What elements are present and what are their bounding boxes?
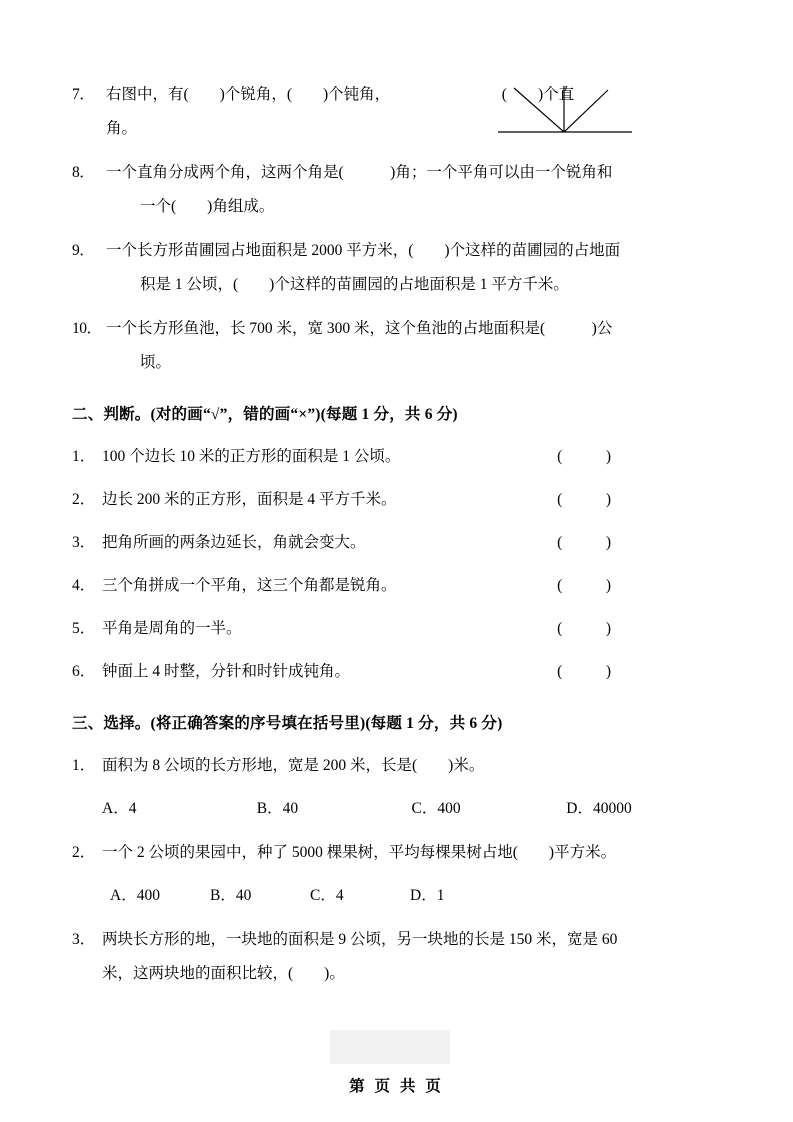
question-10-line1: 一个长方形鱼池，长 700 米，宽 300 米，这个鱼池的占地面积是( )公 — [106, 320, 613, 337]
question-8 — [72, 156, 721, 224]
item-number: 3． — [72, 534, 96, 551]
true-false-list — [72, 440, 721, 689]
question-10 — [72, 312, 721, 380]
option-b[interactable]: B．40 — [210, 887, 252, 904]
multiple-choice-list — [72, 749, 721, 991]
question-7-line2: 角。 — [106, 120, 138, 137]
question-8-line2: 一个( )角组成。 — [140, 198, 275, 215]
answer-bracket[interactable]: ( ) — [557, 620, 625, 637]
mc-item-2-options — [110, 879, 721, 913]
question-7-line1: 右图中，有( )个锐角，( )个钝角， — [106, 86, 391, 103]
item-stem: 一个 2 公顷的果园中，种了 5000 棵果树，平均每棵果树占地( )平方米。 — [102, 844, 617, 861]
item-number: 6． — [72, 663, 96, 680]
question-number: 8． — [72, 164, 95, 181]
question-9-line2: 积是 1 公顷，( )个这样的苗圃园的占地面积是 1 平方千米。 — [140, 276, 569, 293]
tf-item-3 — [72, 526, 721, 560]
item-number: 1． — [72, 448, 96, 465]
item-stem: 面积为 8 公顷的长方形地，宽是 200 米，长是( )米。 — [102, 757, 485, 774]
question-7 — [72, 78, 721, 146]
mc-item-3 — [72, 923, 721, 991]
question-body — [106, 156, 721, 224]
option-d[interactable]: D．40000 — [566, 800, 632, 817]
option-a[interactable]: A．4 — [102, 800, 137, 817]
answer-bracket[interactable]: ( ) — [557, 663, 625, 680]
question-number: 7． — [72, 86, 95, 103]
page-footer: 第 页 共 页 — [349, 1078, 444, 1095]
mc-item-2 — [72, 836, 721, 870]
item-text: 把角所画的两条边延长，角就会变大。 — [102, 534, 366, 551]
question-9 — [72, 234, 721, 302]
item-stem — [72, 931, 721, 991]
item-number: 5． — [72, 620, 96, 637]
item-text: 三个角拼成一个平角，这三个角都是锐角。 — [102, 577, 397, 594]
question-10-line2: 顷。 — [140, 354, 172, 371]
option-c[interactable]: C．400 — [411, 800, 461, 817]
answer-bracket[interactable]: ( ) — [557, 577, 625, 594]
option-c[interactable]: C．4 — [310, 887, 344, 904]
question-body — [106, 234, 721, 302]
answer-bracket[interactable]: ( ) — [557, 534, 625, 551]
option-d[interactable]: D．1 — [410, 887, 445, 904]
tf-item-1 — [72, 440, 721, 474]
tf-item-2 — [72, 483, 721, 517]
question-number: 9． — [72, 242, 95, 259]
tf-item-6 — [72, 655, 721, 689]
mc-item-1 — [72, 749, 721, 783]
item-text: 边长 200 米的正方形，面积是 4 平方千米。 — [102, 491, 397, 508]
item-stem-line1: 两块长方形的地，一块地的面积是 9 公顷，另一块地的长是 150 米，宽是 60 — [102, 931, 618, 948]
question-number: 10． — [72, 320, 102, 337]
answer-bracket[interactable]: ( ) — [557, 448, 625, 465]
item-text: 钟面上 4 时整，分针和时针成钝角。 — [102, 663, 351, 680]
item-number: 1． — [72, 757, 96, 774]
item-number: 3． — [72, 931, 96, 948]
question-8-line1: 一个直角分成两个角，这两个角是( )角；一个平角可以由一个锐角和 — [106, 164, 613, 181]
section-three-heading: 三、选择。(将正确答案的序号填在括号里)(每题 1 分，共 6 分) — [72, 715, 503, 732]
question-body — [106, 312, 721, 380]
page-watermark — [330, 1030, 450, 1064]
question-9-line1: 一个长方形苗圃园占地面积是 2000 平方米，( )个这样的苗圃园的占地面 — [106, 242, 621, 259]
item-stem-line2: 米，这两块地的面积比较，( )。 — [102, 965, 345, 982]
question-body — [106, 78, 721, 146]
item-number: 2． — [72, 491, 96, 508]
tf-item-4 — [72, 569, 721, 603]
item-number: 2． — [72, 844, 96, 861]
section-two-heading: 二、判断。(对的画“√”，错的画“×”)(每题 1 分，共 6 分) — [72, 406, 458, 423]
item-text: 100 个边长 10 米的正方形的面积是 1 公顷。 — [102, 448, 401, 465]
option-a[interactable]: A．400 — [110, 887, 160, 904]
item-text: 平角是周角的一半。 — [102, 620, 242, 637]
tf-item-5 — [72, 612, 721, 646]
angle-diagram-icon — [492, 84, 642, 146]
mc-item-1-options — [102, 792, 721, 826]
answer-bracket[interactable]: ( ) — [557, 491, 625, 508]
item-number: 4． — [72, 577, 96, 594]
option-b[interactable]: B．40 — [256, 800, 299, 817]
question-7-line1-tail: ( )个直 — [501, 86, 575, 103]
